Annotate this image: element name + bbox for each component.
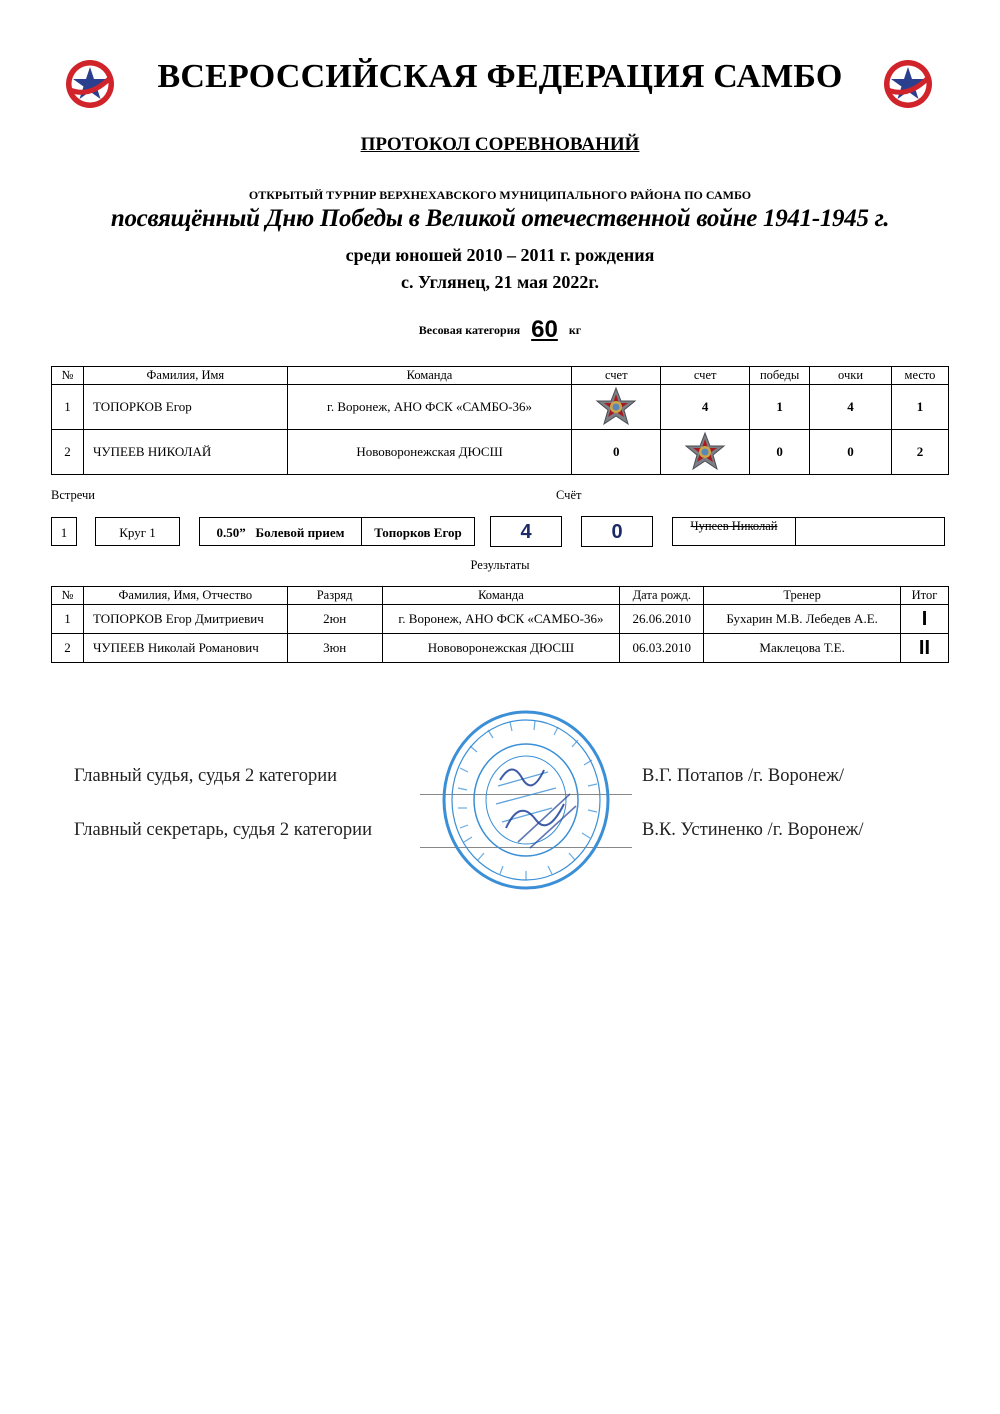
pool-row-score1: 0: [572, 430, 661, 475]
dedication-line: посвящённый Дню Победы в Великой отечественной войне 1941-1945 г.: [110, 205, 890, 232]
pool-header-row: [52, 367, 949, 385]
bout-loser-box: [672, 517, 945, 546]
protocol-heading: [0, 134, 1000, 156]
results-row-rank: 3юн: [287, 634, 382, 663]
results-row-team: г. Воронеж, АНО ФСК «САМБО-36»: [382, 605, 620, 634]
pool-row-num: 1: [52, 385, 84, 430]
score-label: Счёт: [556, 488, 582, 502]
results-col-dob: Дата рожд.: [620, 587, 704, 605]
pool-col-place: место: [891, 367, 948, 385]
table-row: [52, 605, 949, 634]
bout-num: 1: [51, 517, 77, 546]
pool-col-num: №: [52, 367, 84, 385]
pool-row-points: 0: [810, 430, 892, 475]
bout-score-loser: 0: [581, 516, 653, 547]
results-row-team: Нововоронежская ДЮСШ: [382, 634, 620, 663]
pool-row-place: 1: [891, 385, 948, 430]
pool-table: [51, 366, 949, 475]
pool-row-score2: 4: [661, 385, 750, 430]
pool-row-points: 4: [810, 385, 892, 430]
bout-time: 0.50”: [216, 525, 246, 540]
pool-row-score2-cell: [661, 430, 750, 475]
chief-judge-title: Главный судья, судья 2 категории: [74, 766, 338, 786]
results-col-coach: Тренер: [704, 587, 901, 605]
results-col-rank: Разряд: [287, 587, 382, 605]
weight-value: 60: [531, 316, 558, 343]
pool-row-name: ТОПОРКОВ Егор: [83, 385, 287, 430]
pool-row-name: ЧУПЕЕВ НИКОЛАЙ: [83, 430, 287, 475]
results-col-num: №: [52, 587, 84, 605]
results-col-name: Фамилия, Имя, Отчество: [83, 587, 287, 605]
weight-label: Весовая категория: [418, 323, 521, 337]
pool-col-score2: счет: [661, 367, 750, 385]
bout-method-cell: [200, 518, 362, 545]
results-row-coach: Бухарин М.В. Лебедев А.Е.: [704, 605, 901, 634]
results-row-rank: 2юн: [287, 605, 382, 634]
chief-judge-name: В.Г. Потапов /г. Воронеж/: [642, 766, 844, 786]
results-row-name: ЧУПЕЕВ Николай Романович: [83, 634, 287, 663]
official-stamp-icon: [440, 708, 612, 892]
results-row-result: I: [900, 605, 948, 634]
pool-row-place: 2: [891, 430, 948, 475]
order-medal-icon: [595, 386, 637, 428]
table-row: [52, 430, 949, 475]
results-row-dob: 06.03.2010: [620, 634, 704, 663]
results-label: Результаты: [470, 558, 530, 572]
pool-row-score1-cell: [572, 385, 661, 430]
venue-date: с. Углянец, 21 мая 2022г.: [400, 272, 600, 292]
protocol-text: ПРОТОКОЛ СОРЕВНОВАНИЙ: [360, 134, 640, 155]
results-row-coach: Маклецова Т.Е.: [704, 634, 901, 663]
results-row-num: 2: [52, 634, 84, 663]
pool-row-team: Нововоронежская ДЮСШ: [287, 430, 572, 475]
pool-row-num: 2: [52, 430, 84, 475]
results-row-name: ТОПОРКОВ Егор Дмитриевич: [83, 605, 287, 634]
results-row-num: 1: [52, 605, 84, 634]
pool-row-wins: 0: [750, 430, 810, 475]
order-medal-icon: [684, 431, 726, 473]
age-group: среди юношей 2010 – 2011 г. рождения: [345, 245, 655, 265]
pool-col-wins: победы: [750, 367, 810, 385]
results-col-team: Команда: [382, 587, 620, 605]
pool-col-score1: счет: [572, 367, 661, 385]
weight-category: [0, 316, 1000, 344]
results-table: [51, 586, 949, 663]
weight-unit: кг: [568, 323, 582, 337]
pool-col-points: очки: [810, 367, 892, 385]
bout-winner: Топорков Егор: [374, 525, 462, 540]
table-row: [52, 634, 949, 663]
bout-technique: Болевой прием: [255, 525, 345, 540]
pool-row-wins: 1: [750, 385, 810, 430]
document-title: ВСЕРОССИЙСКАЯ ФЕДЕРАЦИЯ САМБО: [157, 58, 843, 95]
bout-round: Круг 1: [95, 517, 180, 546]
results-header-row: [52, 587, 949, 605]
pool-row-team: г. Воронеж, АНО ФСК «САМБО-36»: [287, 385, 572, 430]
chief-secretary-title: Главный секретарь, судья 2 категории: [74, 820, 372, 840]
pool-col-team: Команда: [287, 367, 572, 385]
bout-loser: Чупеев Николай: [673, 518, 796, 545]
pool-col-name: Фамилия, Имя: [83, 367, 287, 385]
results-row-dob: 26.06.2010: [620, 605, 704, 634]
table-row: [52, 385, 949, 430]
chief-secretary-name: В.К. Устиненко /г. Воронеж/: [642, 820, 864, 840]
results-row-result: II: [900, 634, 948, 663]
bout-details: [199, 517, 475, 546]
bout-score-winner: 4: [490, 516, 562, 547]
bouts-label: Встречи: [51, 488, 95, 502]
results-col-result: Итог: [900, 587, 948, 605]
tournament-name: ОТКРЫТЫЙ ТУРНИР ВЕРХНЕХАВСКОГО МУНИЦИПАЛЬНОГО РАЙОНА ПО САМБО: [248, 188, 752, 202]
